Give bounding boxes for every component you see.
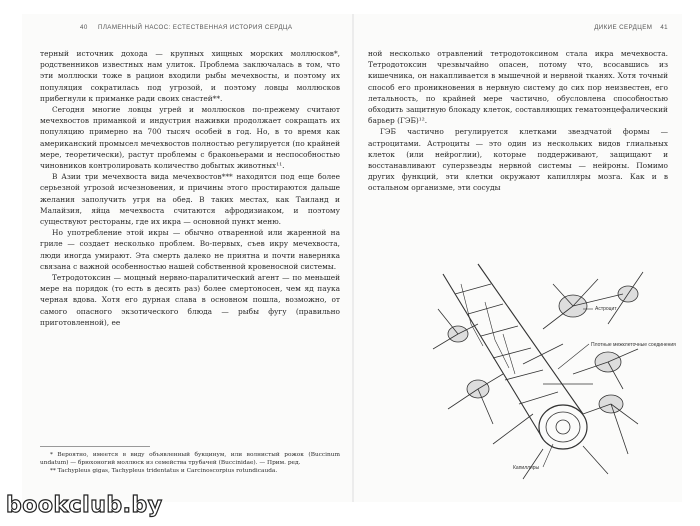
paragraph: Сегодня многие ловцы угрей и моллюсков по-прежему считают мечехвостов приманкой и индустрия наживки продолжает сокращать их популяцию примерно на 700 тысяч особей в год. Но, в то время как американский промысел мечехвостов полностью регулируется (по крайней мере, теоретически), растут проблемы с браконьерами и неспособностью чиновников контролировать количество добытых животных¹¹. bbox=[40, 105, 340, 171]
right-page bbox=[368, 14, 676, 502]
right-body-text bbox=[368, 48, 668, 194]
footnote: * Вероятно, имеется в виду объявленный букцинум, или волнистый рожок (Buccinum undatum) — брюхоногий моллюск из семейства трубачей (Buccinidae). — Прим. ред. bbox=[40, 452, 340, 467]
right-page-number: 41 bbox=[660, 24, 668, 31]
left-running-head bbox=[40, 24, 340, 34]
paragraph: ГЭБ частично регулируется клетками звездчатой формы — астроцитами. Астроциты — это один из нескольких видов глиальных клеток (или нейроглии), которые поддерживают, защищают и восстанавливают суперзвезды нервной системы — нейроны. Помимо других функций, эти клетки окружают капилляры мозга. Как и в остальном организме, эти сосуды bbox=[368, 127, 668, 193]
astrocyte-label: Астроцит bbox=[595, 306, 617, 312]
right-running-title: ДИКИЕ СЕРДЦЕМ bbox=[594, 24, 653, 31]
astrocyte-capillary-drawing bbox=[423, 264, 676, 484]
watermark: bookclub.by bbox=[6, 493, 163, 518]
paragraph: терный источник дохода — крупных хищных морских моллюсков*, родственников известных нам улиток. Проблема заключалась в том, что эти моллюски тоже в рацион входили рыбы мечехвосты, и поэтому их популяция сократилась под угрозой, и поэтому ловцы моллюсков прибегнули к приманке ради своих снастей**. bbox=[40, 49, 340, 103]
right-running-head bbox=[368, 24, 668, 34]
capillary-label: Капилляры bbox=[513, 465, 540, 471]
footnotes bbox=[40, 446, 340, 476]
left-body-text bbox=[40, 48, 340, 328]
left-page bbox=[40, 14, 340, 502]
paragraph: В Азии три мечехвоста вида мечехвостов*** находятся под еще более серьезной угрозой исчезновения, и причины этого простираются дальше желания заполучить угря на обед. В таких местах, как Таиланд и Малайзия, яйца мечехвоста считаются афродизиаком, и поэтому существуют рестораны, где их икра — основной пункт меню. bbox=[40, 172, 340, 227]
paragraph: Но употребление этой икры — обычно отваренной или жаренной на гриле — создает несколько проблем. Во-первых, съев икру мечехвоста, люди иногда умирают. Эта смерть далеко не приятна и почти наверняка связана с важной особенностью нашей собственной кровеносной системы. bbox=[40, 228, 340, 271]
paragraph: ной несколько отравлений тетродотоксином стала икра мечехвоста. Тетродотоксин чрезвычайно опасен, потому что, всосавшись из кишечника, он накапливается в мышечной и нервной тканях. Хотя точный способ его проникновения в нервную систему до сих пор неизвестен, его летальность, по крайней мере частично, обусловлена способностью обходить защитную блокаду клеток, составляющих гематоэнцефалический барьер (ГЭБ)¹². bbox=[368, 49, 668, 126]
left-page-number: 40 bbox=[80, 24, 88, 31]
book-gutter bbox=[352, 14, 354, 502]
tight-junctions-label: Плотные межклеточные соединения bbox=[591, 342, 676, 348]
footnote-rule bbox=[40, 446, 150, 447]
paragraph: Тетродотоксин — мощный нервно-паралитический агент — по меньшей мере на порядок (то есть в десять раз) более смертоносен, чем яд паука черная вдова. Хотя его дурная слава в основном пошла, возможно, от самого опасного экзотического блюда — рыбы фугу (правильно приготовленной), ее bbox=[40, 273, 340, 327]
blood-brain-barrier-illustration bbox=[423, 264, 676, 484]
left-running-title: ПЛАМЕННЫЙ НАСОС: ЕСТЕСТВЕННАЯ ИСТОРИЯ СЕРДЦА bbox=[98, 24, 293, 31]
footnote: ** Tachypleus gigas, Tachypleus tridentatus и Carcinoscorpius rotundicauda. bbox=[50, 468, 278, 475]
